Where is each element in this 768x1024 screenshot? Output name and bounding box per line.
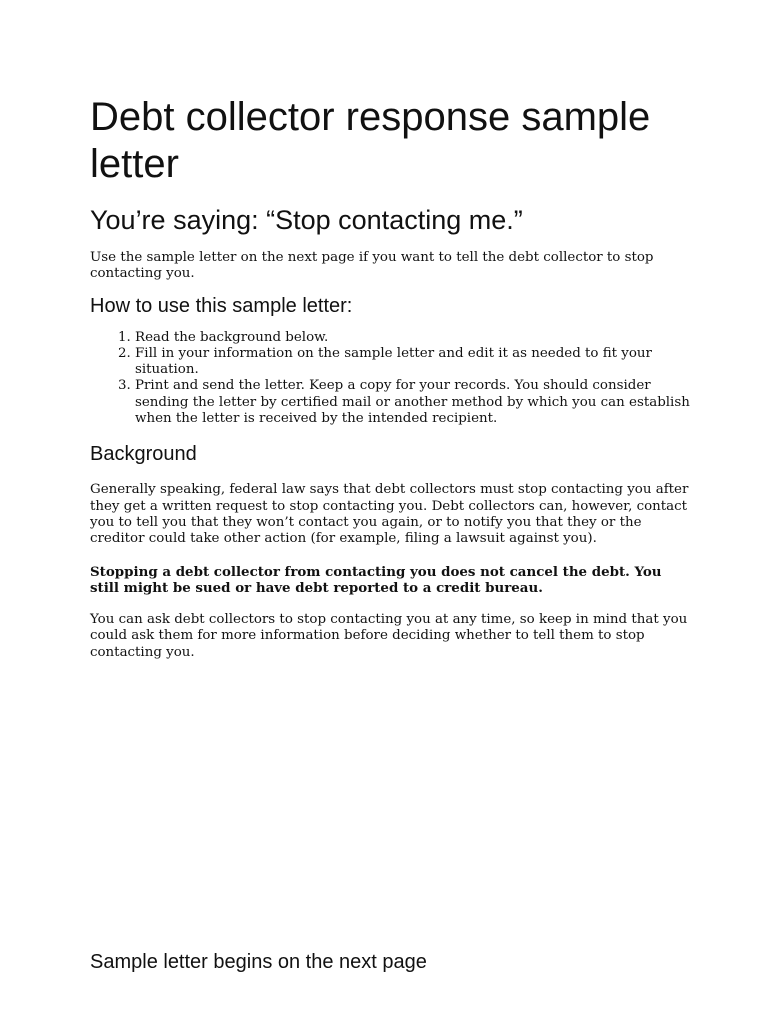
how-to-steps-list: [90, 330, 690, 428]
followup-paragraph: You can ask debt collectors to stop contacting you at any time, so keep in mind that you could ask them for more information before deciding whether to tell them to stop contacting you.: [90, 612, 688, 660]
how-to-heading: How to use this sample letter:: [90, 294, 353, 317]
list-item: 1. Read the background below.: [135, 330, 690, 346]
background-heading: Background: [90, 443, 197, 466]
document-subtitle: You’re saying: “Stop contacting me.”: [90, 205, 523, 235]
list-item: 3. Print and send the letter. Keep a copy for your records. You should consider sending the letter by certified mail or another method by which you can establish when the letter is received by the intended recipient.: [135, 378, 690, 427]
next-page-note: Sample letter begins on the next page: [90, 951, 427, 973]
warning-paragraph: Stopping a debt collector from contacting you does not cancel the debt. You still might be sued or have debt reported to a credit bureau.: [90, 563, 662, 596]
list-item: 2. Fill in your information on the sample letter and edit it as needed to fit your situation.: [135, 346, 690, 379]
document-page: [90, 94, 690, 661]
document-title: Debt collector response sample letter: [90, 95, 651, 186]
intro-paragraph: Use the sample letter on the next page if you want to tell the debt collector to stop contacting you.: [90, 250, 654, 282]
background-paragraph: Generally speaking, federal law says that debt collectors must stop contacting you after they get a written request to stop contacting you. Debt collectors can, however, contact you to tell you that they won’t contact you again, or to notify you that they or the creditor could take other action (for example, filing a lawsuit against you).: [90, 482, 689, 547]
